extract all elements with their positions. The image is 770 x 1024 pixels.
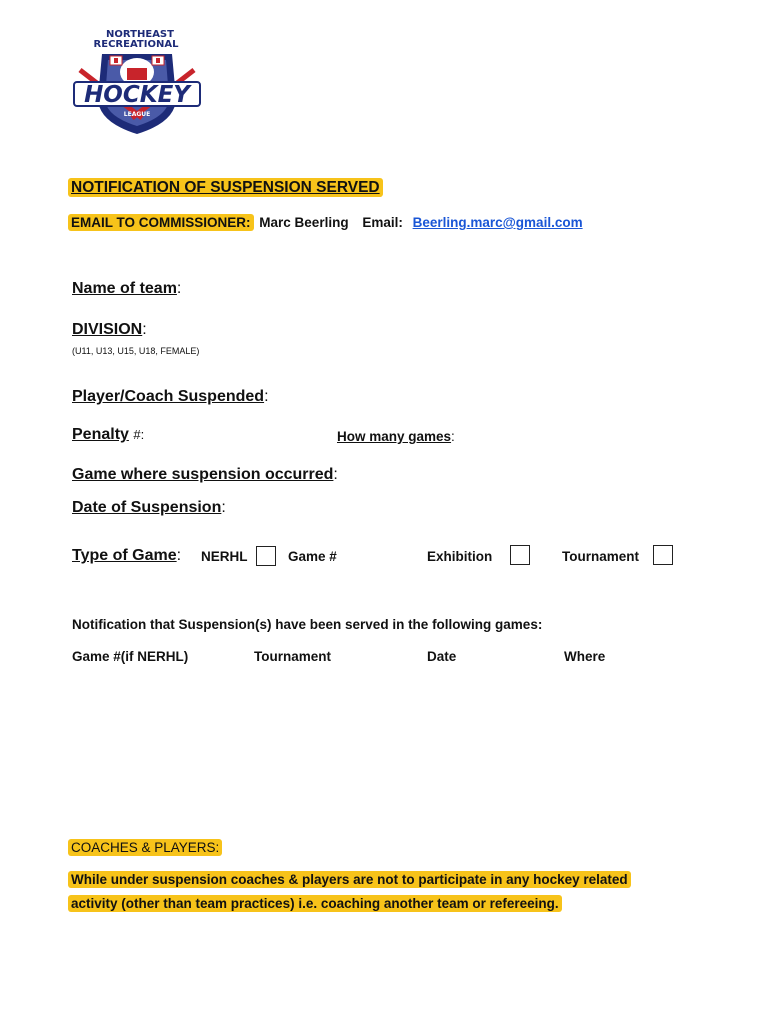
commissioner-email-link[interactable]: Beerling.marc@gmail.com — [412, 215, 583, 230]
commissioner-name: Marc Beerling — [259, 215, 349, 230]
notice-line-2: activity (other than team practices) i.e. coaching another team or refereeing. — [68, 896, 562, 911]
player-label: Player/Coach Suspended — [72, 388, 265, 405]
column-header-where: Where — [564, 649, 606, 664]
team-name-field: Name of team: — [72, 280, 182, 297]
game-occurred-field: Game where suspension occurred: — [72, 466, 338, 483]
served-heading: Notification that Suspension(s) have been served in the following games: — [72, 617, 543, 632]
exhibition-checkbox[interactable] — [510, 545, 530, 565]
penalty-label: Penalty — [72, 426, 129, 443]
tournament-checkbox[interactable] — [653, 545, 673, 565]
game-number-label: Game # — [288, 549, 337, 564]
nerhl-label: NERHL — [201, 549, 248, 564]
penalty-field: Penalty #: — [72, 426, 145, 443]
notice-line-1: While under suspension coaches & players are not to participate in any hockey related — [68, 872, 631, 887]
suspension-date-field: Date of Suspension: — [72, 499, 226, 516]
player-field: Player/Coach Suspended: — [72, 388, 269, 405]
tournament-label: Tournament — [562, 549, 639, 564]
logo-line1: NORTHEAST — [106, 29, 174, 40]
game-occurred-label: Game where suspension occurred — [72, 466, 334, 483]
email-label: Email: — [362, 215, 403, 230]
logo-line2: RECREATIONAL — [93, 39, 179, 50]
suspension-date-label: Date of Suspension — [72, 499, 222, 516]
column-header-tournament: Tournament — [254, 649, 331, 664]
form-title: NOTIFICATION OF SUSPENSION SERVED — [68, 179, 383, 197]
exhibition-label: Exhibition — [427, 549, 493, 564]
logo-sub-text: LEAGUE — [123, 111, 151, 118]
commissioner-label: EMAIL TO COMMISSIONER: — [68, 214, 254, 231]
how-many-games-field: How many games: — [337, 429, 455, 444]
commissioner-line — [68, 215, 583, 230]
column-header-date: Date — [427, 649, 457, 664]
team-name-label: Name of team — [72, 280, 177, 297]
division-field: DIVISION: — [72, 321, 147, 338]
division-label: DIVISION — [72, 321, 143, 338]
coaches-players-label: COACHES & PLAYERS: — [68, 840, 222, 855]
column-header-game: Game #(if NERHL) — [72, 649, 189, 664]
type-of-game-label: Type of Game — [72, 547, 177, 564]
logo-main-text: HOCKEY — [84, 82, 190, 108]
league-logo — [72, 26, 202, 138]
type-of-game-field: Type of Game: — [72, 547, 182, 564]
how-many-games-label: How many games — [337, 429, 452, 444]
division-note: (U11, U13, U15, U18, FEMALE) — [72, 346, 200, 356]
nerhl-checkbox[interactable] — [256, 546, 276, 566]
